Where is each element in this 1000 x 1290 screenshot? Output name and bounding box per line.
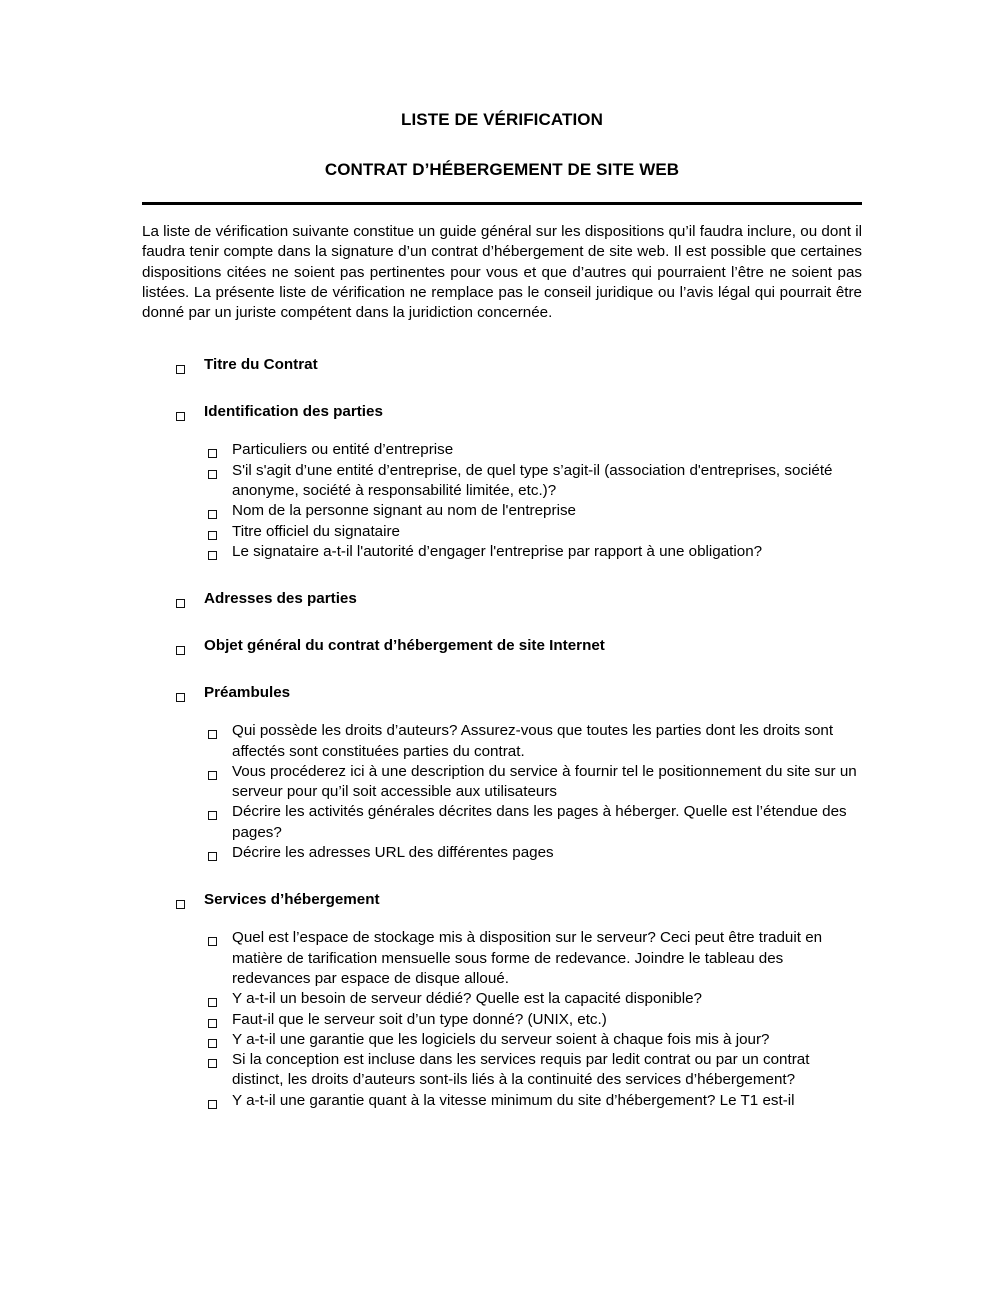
checkbox-square-glyph [176,646,185,655]
checklist-item-label: S'il s'agit d’une entité d’entreprise, de quel type s’agit-il (association d'entreprises, société anonyme, société à responsabilité limitée, etc.)? [232,461,833,500]
checkbox-square-icon[interactable] [176,402,204,422]
section-heading-label: Adresses des parties [204,590,357,608]
checkbox-square-glyph [208,1100,217,1109]
section-item-list [142,928,862,1111]
checkbox-square-glyph [208,449,217,458]
checkbox-square-glyph [208,1039,217,1048]
section-heading-label: Préambules [204,684,291,702]
page-title-primary: LISTE DE VÉRIFICATION [400,110,604,129]
checkbox-square-glyph [208,852,217,861]
checkbox-square-icon[interactable] [208,1091,232,1111]
checklist-item-label: Le signataire a-t-il l'autorité d’engager l'entreprise par rapport à une obligation? [232,542,763,560]
section-heading-label: Titre du Contrat [204,356,318,374]
checkbox-square-glyph [208,531,217,540]
checklist-section [142,683,862,863]
checklist-section [142,589,862,609]
checklist-item[interactable] [208,1030,862,1050]
checklist-item-label: Vous procéderez ici à une description du service à fournir tel le positionnement du site sur un serveur pour qu’il soit accessible aux utilisateurs [232,762,857,801]
section-item-list [142,721,862,863]
checklist-item-label: Titre officiel du signataire [232,522,400,540]
checkbox-square-icon[interactable] [176,890,204,910]
checklist-item-label: Faut-il que le serveur soit d’un type donné? (UNIX, etc.) [232,1010,607,1028]
checklist-item[interactable] [208,542,862,562]
checklist-section [142,402,862,562]
checkbox-square-icon[interactable] [208,542,232,562]
checklist-item-label: Y a-t-il une garantie que les logiciels du serveur soient à chaque fois mis à jour? [232,1030,770,1048]
checklist-item-label: Si la conception est incluse dans les services requis par ledit contrat ou par un contrat distinct, les droits d’auteurs sont-ils liés à la continuité des services d’hébergement? [232,1051,810,1089]
checklist-item-label: Décrire les activités générales décrites dans les pages à héberger. Quelle est l’étendue des pages? [232,803,847,841]
document-header [142,0,862,180]
checklist-item-label: Y a-t-il une garantie quant à la vitesse minimum du site d’hébergement? Le T1 est-il [232,1091,795,1109]
checklist-item[interactable] [208,522,862,542]
header-divider [142,202,862,205]
checkbox-square-icon[interactable] [176,636,204,656]
checkbox-square-icon[interactable] [176,589,204,609]
checklist-item[interactable] [208,928,862,989]
checklist-item[interactable] [208,762,862,803]
checkbox-square-glyph [176,693,185,702]
checkbox-square-icon[interactable] [176,683,204,703]
checkbox-square-icon[interactable] [208,928,232,948]
section-item-list [142,440,862,562]
checkbox-square-glyph [208,771,217,780]
checkbox-square-icon[interactable] [208,989,232,1009]
checkbox-square-glyph [176,365,185,374]
section-heading-row[interactable] [142,589,862,609]
checkbox-square-icon[interactable] [208,1050,232,1070]
checkbox-square-glyph [208,998,217,1007]
section-heading-label: Identification des parties [204,403,383,421]
checklist-item-label: Y a-t-il un besoin de serveur dédié? Quelle est la capacité disponible? [232,990,702,1008]
checkbox-square-icon[interactable] [208,1010,232,1030]
checkbox-square-glyph [208,551,217,560]
section-heading-row[interactable] [142,402,862,422]
checklist-item-label: Nom de la personne signant au nom de l'entreprise [232,502,576,520]
checkbox-square-icon[interactable] [208,440,232,460]
checkbox-square-icon[interactable] [208,461,232,481]
section-heading-row[interactable] [142,636,862,656]
checkbox-square-icon[interactable] [208,501,232,521]
section-heading-row[interactable] [142,890,862,910]
checklist-item[interactable] [208,440,862,460]
intro-paragraph: La liste de vérification suivante constitue un guide général sur les dispositions qu’il faudra inclure, ou dont il faudra tenir compte dans la signature d’un contrat d’hébergement de site web. Il est possible que certaines dispositions citées ne soient pas pertinentes pour vous et que d’autres qui pourraient l’être ne soient pas listées. La présente liste de vérification ne remplace pas le conseil juridique ou l’avis légal qui pourrait être donné par un juriste compétent dans la juridiction concernée. [142,223,862,322]
checklist-item[interactable] [208,461,862,502]
checklist-item[interactable] [208,1010,862,1030]
checkbox-square-glyph [176,412,185,421]
checklist [142,355,862,1111]
section-heading-label: Services d’hébergement [204,891,380,909]
checkbox-square-glyph [208,1019,217,1028]
checklist-item[interactable] [208,1091,862,1111]
checklist-item-label: Décrire les adresses URL des différentes pages [232,844,554,862]
section-heading-row[interactable] [142,683,862,703]
checklist-item-label: Quel est l’espace de stockage mis à disposition sur le serveur? Ceci peut être traduit en matière de tarification mensuelle sous forme de redevance. Joindre le tableau des redevances par espace de disque alloué. [232,929,823,987]
checkbox-square-icon[interactable] [208,522,232,542]
checklist-section [142,890,862,1111]
checkbox-square-icon[interactable] [176,355,204,375]
checklist-item[interactable] [208,843,862,863]
checkbox-square-glyph [208,730,217,739]
checkbox-square-icon[interactable] [208,802,232,822]
checkbox-square-glyph [208,937,217,946]
checklist-item[interactable] [208,721,862,762]
checkbox-square-icon[interactable] [208,843,232,863]
checkbox-square-glyph [208,1059,217,1068]
page-title-secondary: CONTRAT D’HÉBERGEMENT DE SITE WEB [324,160,680,179]
checkbox-square-glyph [208,510,217,519]
checklist-item[interactable] [208,501,862,521]
checklist-item[interactable] [208,802,862,843]
checklist-section [142,355,862,375]
document-content [142,0,862,1111]
checklist-item-label: Particuliers ou entité d’entreprise [232,441,454,459]
checkbox-square-glyph [176,599,185,608]
checkbox-square-glyph [208,470,217,479]
checkbox-square-icon[interactable] [208,762,232,782]
checkbox-square-glyph [176,900,185,909]
section-heading-label: Objet général du contrat d’hébergement de site Internet [204,637,605,655]
checklist-item[interactable] [208,1050,862,1091]
checklist-section [142,636,862,656]
checkbox-square-glyph [208,811,217,820]
checklist-item[interactable] [208,989,862,1009]
checkbox-square-icon[interactable] [208,1030,232,1050]
checkbox-square-icon[interactable] [208,721,232,741]
checklist-item-label: Qui possède les droits d’auteurs? Assurez-vous que toutes les parties dont les droits sont affectés sont constituées parties du contrat. [232,722,834,760]
section-heading-row[interactable] [142,355,862,375]
